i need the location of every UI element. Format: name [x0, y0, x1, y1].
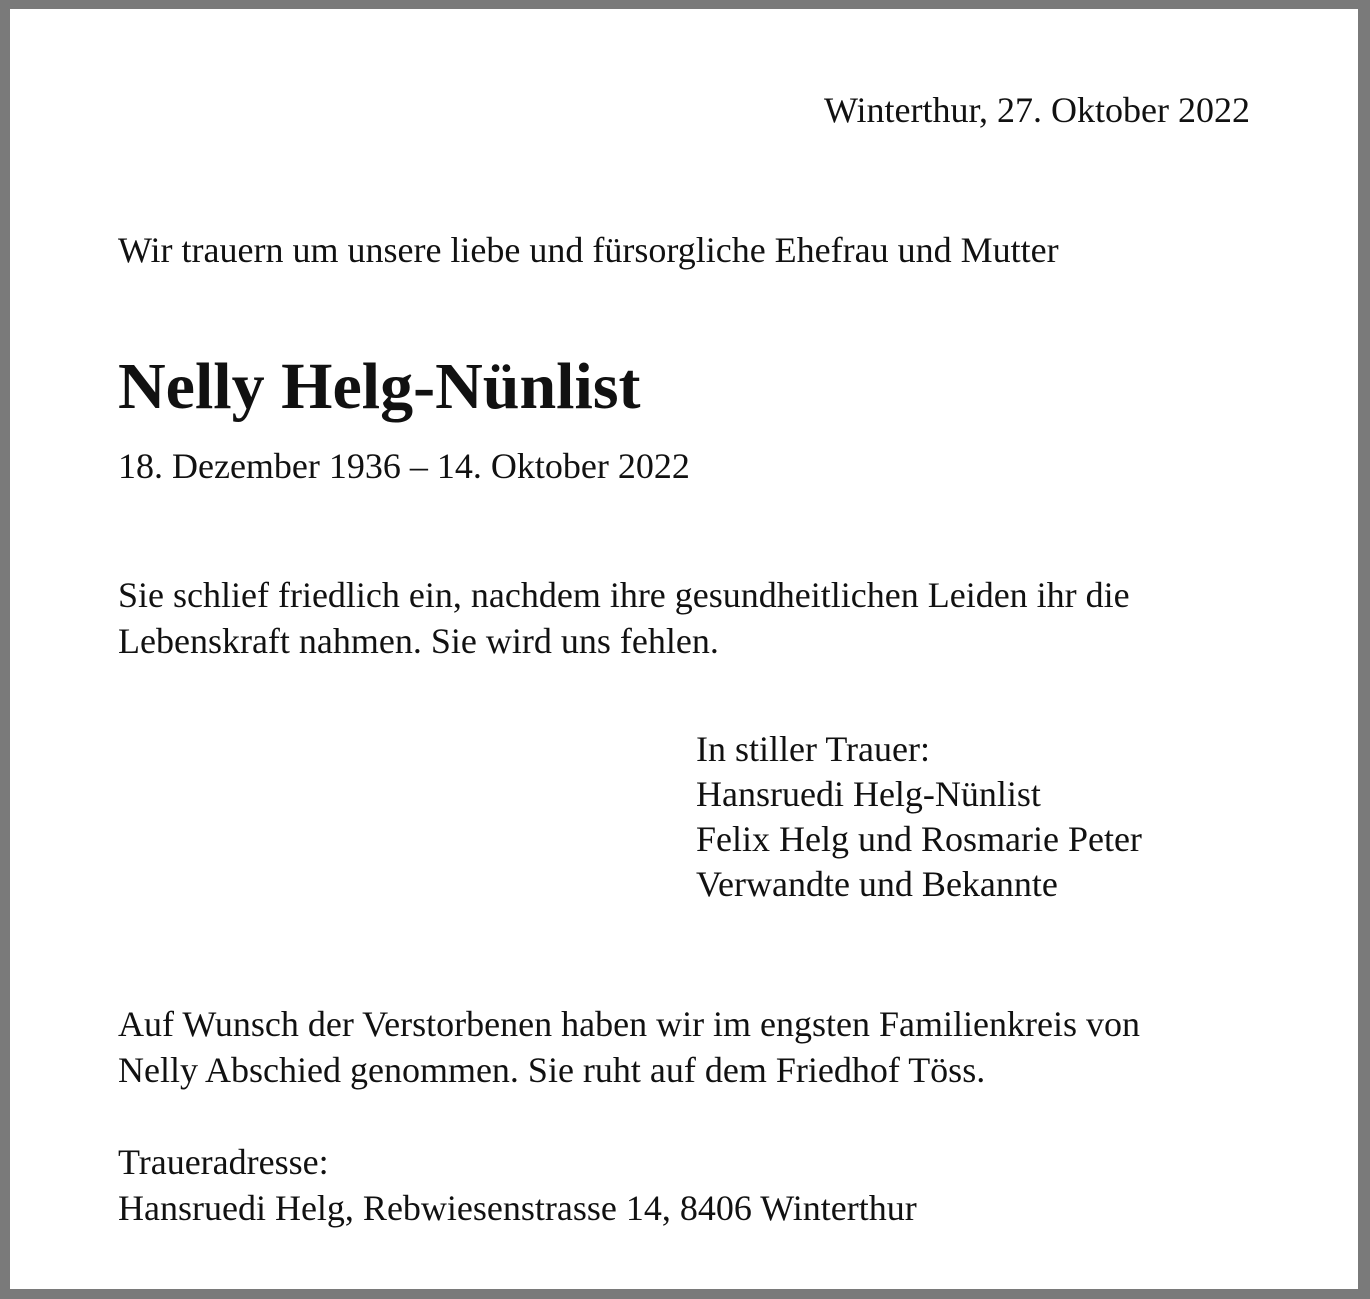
mourner-name: Verwandte und Bekannte	[696, 864, 1058, 904]
mourners-block	[696, 727, 1142, 907]
deceased-name: Nelly Helg-Nünlist	[118, 350, 641, 423]
burial-paragraph-line: Nelly Abschied genommen. Sie ruht auf dem Friedhof Töss.	[118, 1050, 986, 1090]
farewell-paragraph-line: Lebenskraft nahmen. Sie wird uns fehlen.	[118, 621, 719, 661]
mourner-name: Hansruedi Helg-Nünlist	[696, 774, 1041, 814]
burial-paragraph-line: Auf Wunsch der Verstorbenen haben wir im engsten Familienkreis von	[118, 1004, 1140, 1044]
mourning-address	[118, 1139, 917, 1231]
farewell-paragraph-line: Sie schlief friedlich ein, nachdem ihre gesundheitlichen Leiden ihr die	[118, 575, 1130, 615]
mourner-name: Felix Helg und Rosmarie Peter	[696, 819, 1142, 859]
mourning-address-value: Hansruedi Helg, Rebwiesenstrasse 14, 8406 Winterthur	[118, 1188, 917, 1228]
mourners-heading: In stiller Trauer:	[696, 729, 930, 769]
farewell-paragraph	[118, 572, 1130, 664]
intro-line: Wir trauern um unsere liebe und fürsorgliche Ehefrau und Mutter	[118, 230, 1059, 270]
life-dates: 18. Dezember 1936 – 14. Oktober 2022	[118, 446, 690, 486]
place-and-date: Winterthur, 27. Oktober 2022	[823, 90, 1250, 130]
burial-paragraph	[118, 1001, 1140, 1093]
mourning-address-label: Traueradresse:	[118, 1142, 329, 1182]
